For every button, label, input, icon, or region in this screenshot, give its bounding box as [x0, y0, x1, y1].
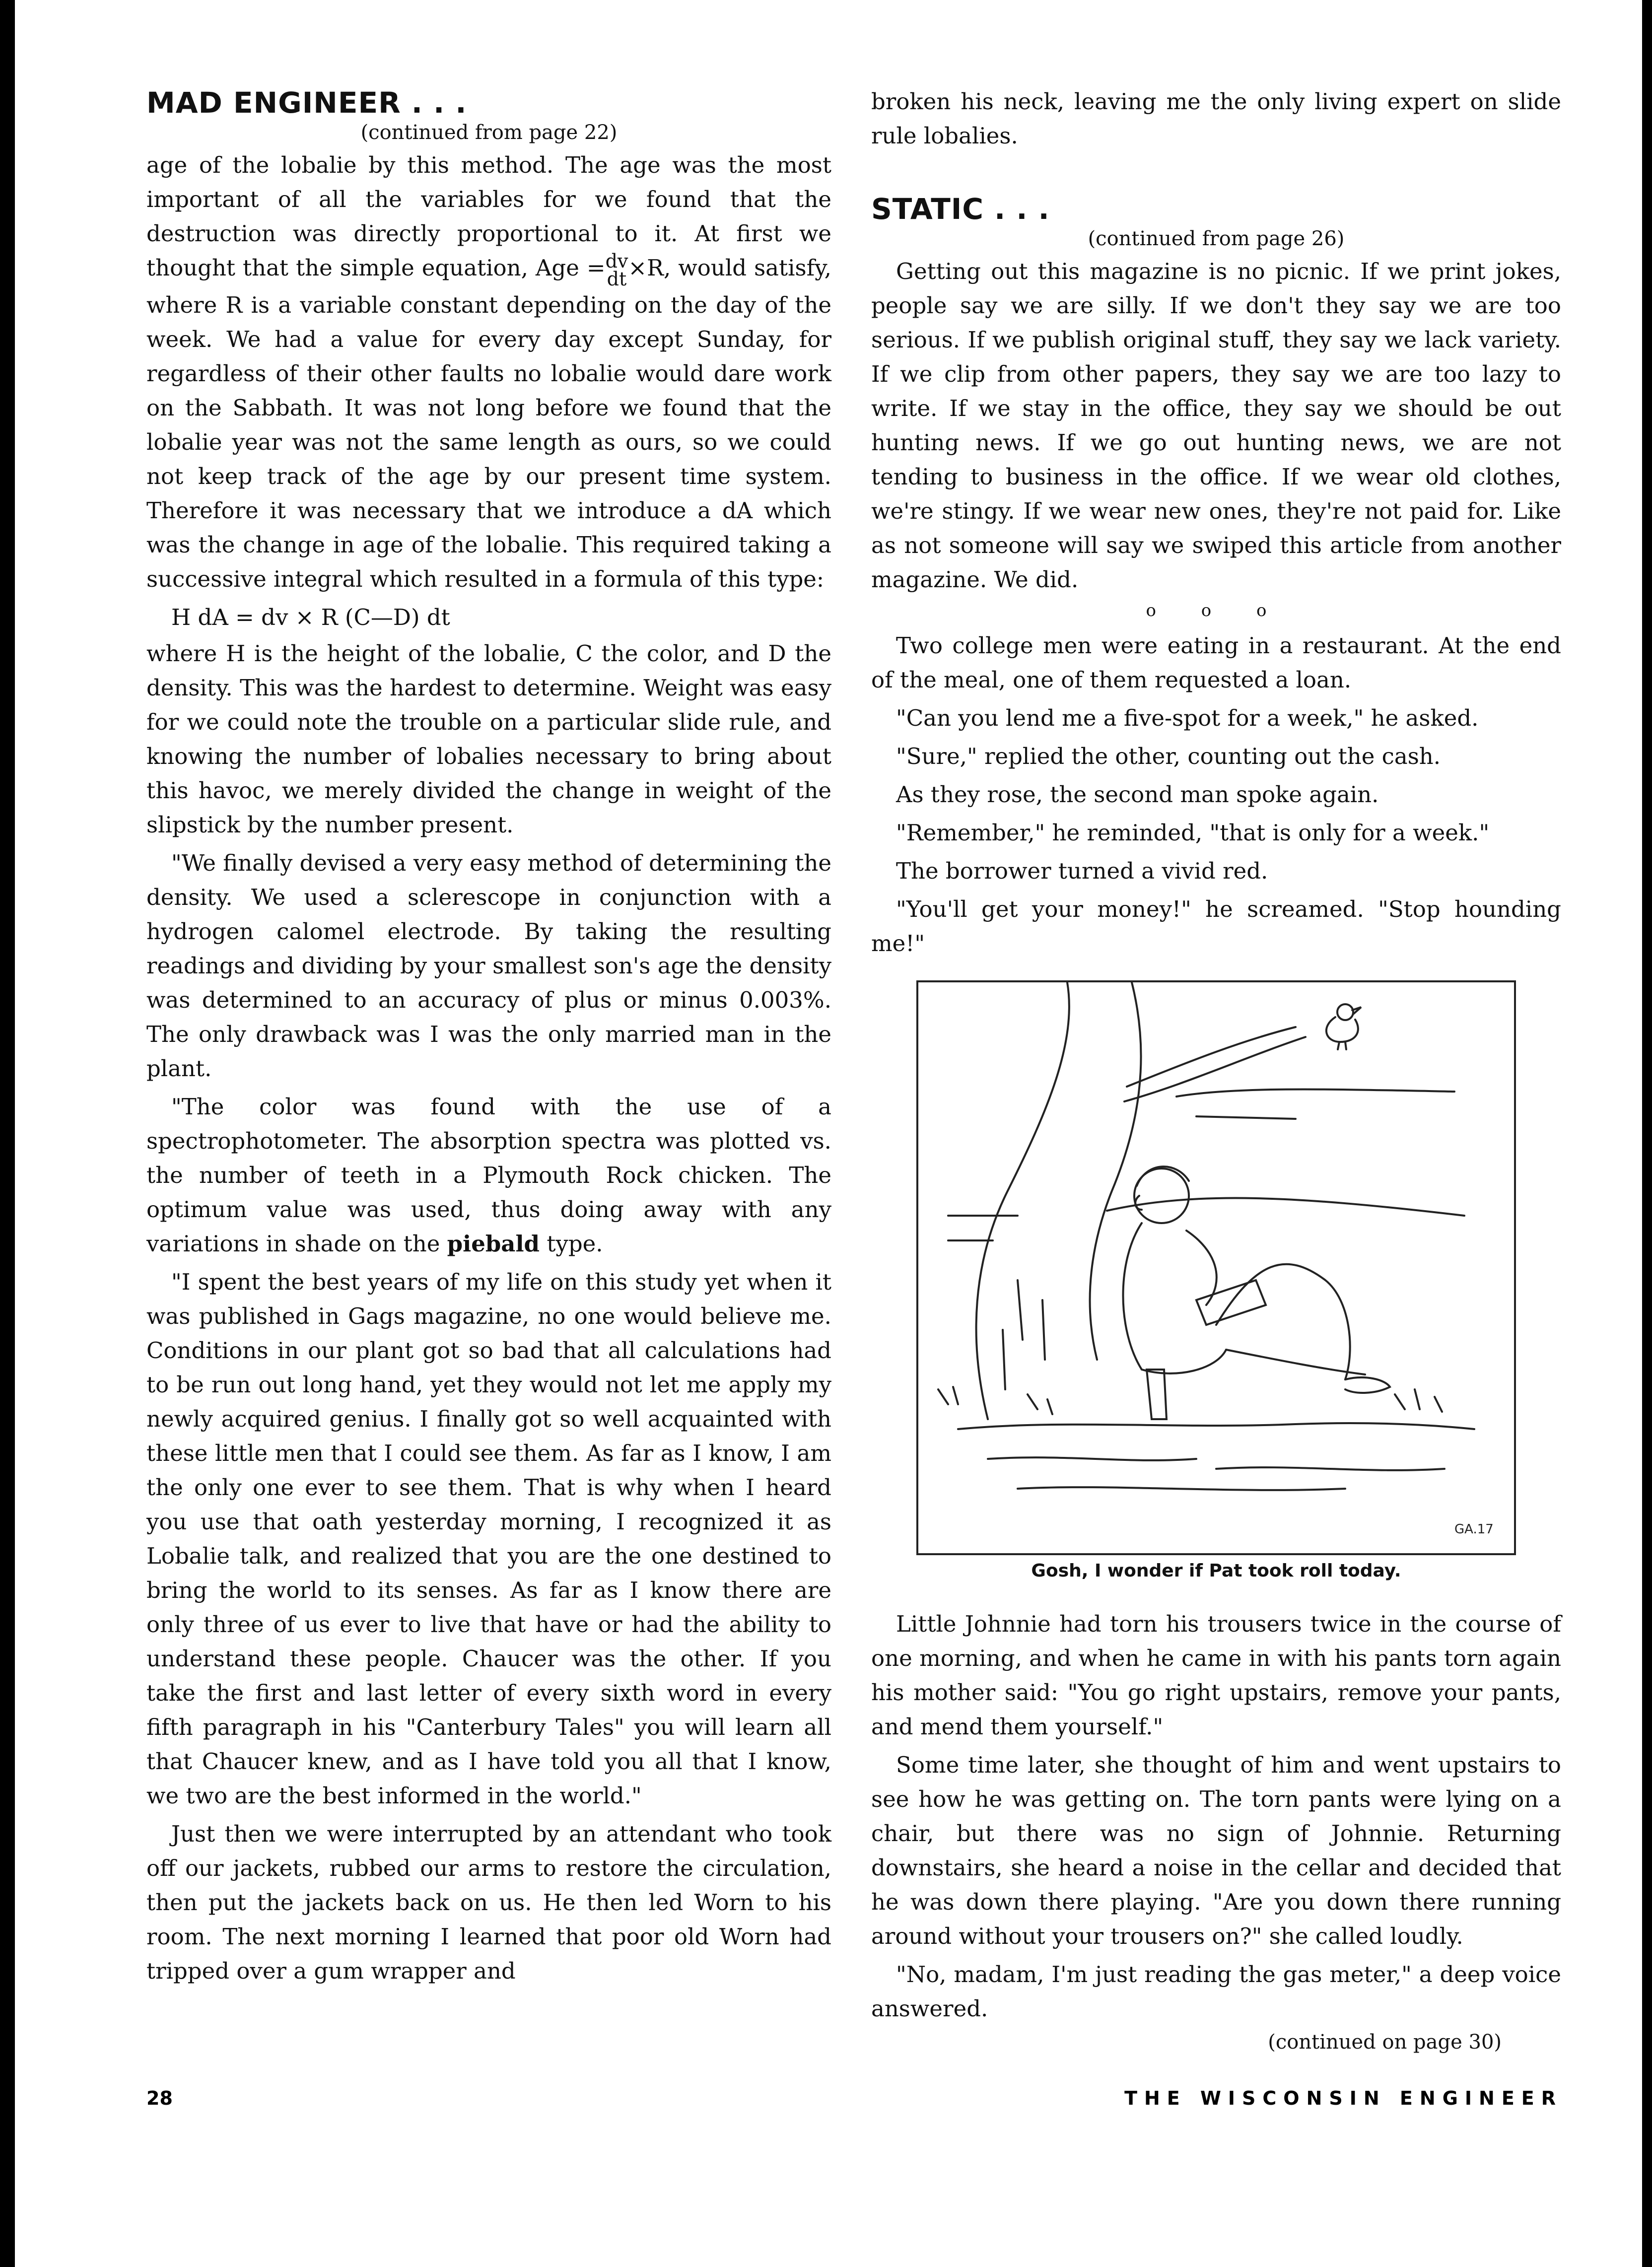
continued-from-note: (continued from page 22): [360, 121, 618, 144]
paragraph-text: age of the lobalie by this method. The age was the most important of all the variables for we found that the destruction was directly proportional to it. At first we thought that the simple equation, Age =: [146, 152, 831, 281]
water-line: [988, 1457, 1445, 1490]
formula: H dA = dv × R (C—D) dt: [171, 604, 450, 630]
paragraph-text: type.: [547, 1230, 603, 1257]
paragraph: broken his neck, leaving me the only living expert on slide rule lobalies.: [871, 88, 1561, 149]
hillside: [1107, 1198, 1464, 1216]
static-heading: STATIC . . .: [871, 192, 1050, 226]
paragraph: "Can you lend me a five-spot for a week," he asked.: [896, 705, 1479, 731]
paragraph: "We finally devised a very easy method of determining the density. We used a sclerescope in conjunction with a hydrogen calomel electrode. By taking the resulting readings and dividing by your smallest son's age the density was determined to an accuracy of plus or minus 0.003%. The only drawback was I was the only married man in the plant.: [146, 849, 831, 1082]
bird-head: [1337, 1004, 1353, 1020]
tree-trunk-left: [976, 982, 1069, 1419]
cartoon-illustration: [916, 980, 1516, 1555]
page-number: 28: [146, 2087, 173, 2109]
right-column: [871, 84, 1561, 2058]
paragraph: "No, madam, I'm just reading the gas meter," a deep voice answered.: [871, 1961, 1561, 2022]
cartoon-signature: GA.17: [1454, 1522, 1494, 1537]
bold-word: piebald: [447, 1230, 540, 1257]
paragraph-text: ×R, would satisfy, where R is a variable constant depending on the day of the week. We had a value for every day except Sunday, for regardless of their other faults no lobalie would dare work on the Sabbath. It was not long before we found that the lobalie year was not the same length as ours, so we could not keep track of the age by our present time system. Therefore it was necessary that we introduce a dA which was the change in age of the lobalie. This required taking a successive integral which resulted in a formula of this type:: [146, 255, 831, 592]
tree-trunk-right: [1090, 982, 1141, 1360]
grass-right: [1395, 1389, 1442, 1412]
paragraph: where H is the height of the lobalie, C the color, and D the density. This was the hardest to determine. Weight was easy for we could note the trouble on a particular slide rule, and knowing the number of lobalies necessary to bring about this havoc, we merely divided the change in weight of the slipstick by the number present.: [146, 640, 831, 838]
scan-edge-right: [1642, 0, 1652, 2267]
paragraph: [146, 1090, 831, 1261]
shore-line: [948, 1216, 1018, 1240]
bird-body: [1326, 1017, 1358, 1042]
paragraph: "I spent the best years of my life on this study yet when it was published in Gags magazine, no one would believe me. Conditions in our plant got so bad that all calculations had to be run out long hand, yet they would not let me apply my newly acquired genius. I finally got so well acquainted with these little men that I could see them. As far as I know, I am the only one ever to see them. That is why when I heard you use that oath yesterday morning, I recognized it as Lobalie talk, and realized that you are the one destined to bring the world to its senses. As far as I know there are only three of us ever to live that have or had the ability to understand these people. Chaucer was the other. If you take the first and last letter of every sixth word in every fifth paragraph in his "Canterbury Tales" you will learn all that Chaucer knew, and as I have told you all that I know, we two are the best informed in the world.": [146, 1268, 831, 1809]
paragraph: Some time later, she thought of him and went upstairs to see how he was getting on. The torn pants were lying on a chair, but there was no sign of Johnnie. Returning downstairs, she heard a noise in the cellar and decided that he was down there playing. "Are you down there running around without your trousers on?" she called loudly.: [871, 1752, 1561, 1949]
paragraph: Just then we were interrupted by an attendant who took off our jackets, rubbed our arms to restore the circulation, then put the jackets back on us. He then led Worn to his room. The next morning I learned that poor old Worn had tripped over a gum wrapper and: [146, 1820, 831, 1984]
grass-left: [938, 1387, 1052, 1414]
paragraph: "You'll get your money!" he screamed. "Stop hounding me!": [871, 896, 1561, 957]
cartoon-drawing: [918, 982, 1514, 1553]
man-shoe: [1345, 1377, 1390, 1393]
man-raised-leg: [1216, 1264, 1350, 1379]
bark-line: [1003, 1280, 1045, 1389]
paragraph: Two college men were eating in a restaurant. At the end of the meal, one of them requested a loan.: [871, 632, 1561, 693]
scan-edge-left: [0, 0, 15, 2267]
man-extended-leg: [1226, 1350, 1365, 1374]
fraction-numerator: dv: [605, 250, 628, 272]
spacer: [871, 157, 1561, 192]
left-column: [146, 85, 831, 1992]
man-ear: [1135, 1196, 1142, 1210]
continued-from-note: (continued from page 26): [1088, 227, 1345, 250]
cloud-line: [1176, 1090, 1454, 1119]
paragraph: As they rose, the second man spoke again.: [896, 781, 1379, 808]
separator-dots: o o o: [1146, 601, 1287, 620]
fraction-denominator: dt: [607, 268, 627, 290]
fraction: [606, 252, 628, 288]
paragraph: Little Johnnie had torn his trousers twice in the course of one morning, and when he came in with his pants torn again his mother said: "You go right upstairs, remove your pants, and mend them yourself.": [871, 1611, 1561, 1740]
continued-on-note: (continued on page 30): [1268, 2031, 1502, 2054]
magazine-title: THE WISCONSIN ENGINEER: [1124, 2087, 1563, 2109]
paragraph: "Remember," he reminded, "that is only for a week.": [896, 820, 1490, 846]
ground-line: [958, 1423, 1474, 1429]
paragraph: [146, 148, 831, 596]
bird-beak: [1352, 1007, 1361, 1014]
paragraph-text: "The color was found with the use of a spectrophotometer. The absorption spectra was plotted vs. the number of teeth in a Plymouth Rock chicken. The optimum value was used, thus doing away with any variations in shade on the: [146, 1093, 831, 1257]
cartoon-caption: Gosh, I wonder if Pat took roll today.: [1031, 1561, 1401, 1581]
bottle: [1147, 1370, 1167, 1419]
bird-legs: [1338, 1042, 1346, 1049]
paragraph: "Sure," replied the other, counting out the cash.: [896, 743, 1441, 769]
tree-branch-top: [1127, 1027, 1296, 1087]
mad-engineer-heading: MAD ENGINEER . . .: [146, 86, 467, 120]
paragraph: Getting out this magazine is no picnic. If we print jokes, people say we are silly. If we don't they say we are too serious. If we publish original stuff, they say we lack variety. If we clip from other papers, they say we are too lazy to write. If we stay in the office, they say we should be out hunting news. If we go out hunting news, we are not tending to business in the office. If we wear old clothes, we're stingy. If we wear new ones, they're not paid for. Like as not someone will say we swiped this article from another magazine. We did.: [871, 258, 1561, 593]
paragraph: The borrower turned a vivid red.: [896, 858, 1268, 884]
